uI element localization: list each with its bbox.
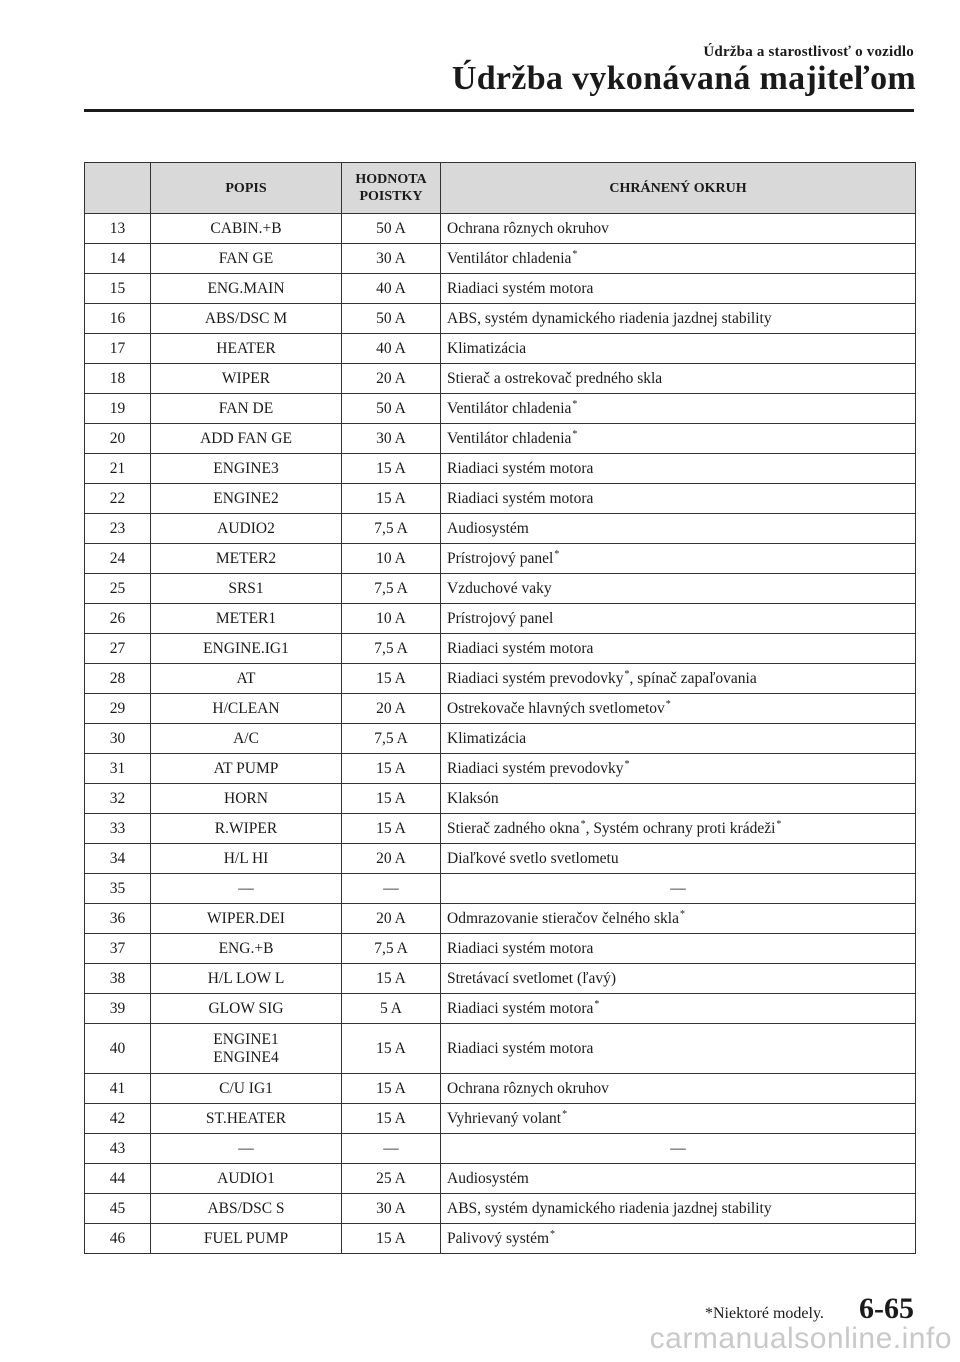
circuit-text: Riadiaci systém prevodovky bbox=[447, 669, 624, 687]
circuit-text: Riadiaci systém motora bbox=[447, 459, 594, 477]
fuse-number: 45 bbox=[85, 1194, 151, 1224]
protected-circuit bbox=[441, 844, 916, 874]
circuit-text: Riadiaci systém motora bbox=[447, 999, 594, 1017]
fuse-number: 28 bbox=[85, 664, 151, 694]
fuse-rating: 15 A bbox=[342, 964, 441, 994]
circuit-text: Klimatizácia bbox=[447, 339, 527, 357]
protected-circuit bbox=[441, 694, 916, 724]
section-subtitle: Údržba a starostlivosť o vozidlo bbox=[703, 44, 914, 60]
fuse-name: H/L LOW L bbox=[151, 964, 342, 994]
table-row bbox=[85, 724, 916, 754]
circuit-text: ABS, systém dynamického riadenia jazdnej stability bbox=[447, 309, 772, 327]
fuse-number: 17 bbox=[85, 334, 151, 364]
fuse-name: C/U IG1 bbox=[151, 1074, 342, 1104]
circuit-text: Diaľkové svetlo svetlometu bbox=[447, 849, 619, 867]
fuse-rating: 15 A bbox=[342, 1024, 441, 1074]
circuit-text: Ostrekovače hlavných svetlometov bbox=[447, 699, 665, 717]
fuse-name: WIPER.DEI bbox=[151, 904, 342, 934]
circuit-text: — bbox=[670, 879, 686, 897]
fuse-name: AT bbox=[151, 664, 342, 694]
asterisk-marker: * bbox=[594, 998, 600, 1010]
table-row bbox=[85, 1164, 916, 1194]
protected-circuit bbox=[441, 1194, 916, 1224]
fuse-name: ENGINE2 bbox=[151, 484, 342, 514]
table-row bbox=[85, 1024, 916, 1074]
table-header-row bbox=[85, 163, 916, 214]
fuse-name: SRS1 bbox=[151, 574, 342, 604]
fuse-number: 18 bbox=[85, 364, 151, 394]
circuit-text: Audiosystém bbox=[447, 1169, 529, 1187]
fuse-number: 30 bbox=[85, 724, 151, 754]
protected-circuit bbox=[441, 364, 916, 394]
col-header-fuse-rating: HODNOTA POISTKY bbox=[342, 163, 441, 214]
footnote: *Niektoré modely. bbox=[705, 1305, 824, 1322]
fuse-rating: 15 A bbox=[342, 454, 441, 484]
fuse-number: 14 bbox=[85, 244, 151, 274]
header-rule bbox=[84, 109, 914, 112]
fuse-number: 29 bbox=[85, 694, 151, 724]
fuse-table-body bbox=[85, 214, 916, 1254]
protected-circuit bbox=[441, 904, 916, 934]
table-row bbox=[85, 1194, 916, 1224]
table-row bbox=[85, 274, 916, 304]
circuit-text: Stierač zadného okna bbox=[447, 819, 580, 837]
protected-circuit bbox=[441, 664, 916, 694]
table-row bbox=[85, 514, 916, 544]
circuit-text: Ochrana rôznych okruhov bbox=[447, 1079, 609, 1097]
table-row bbox=[85, 544, 916, 574]
fuse-number: 15 bbox=[85, 274, 151, 304]
circuit-text: Riadiaci systém motora bbox=[447, 1039, 594, 1057]
fuse-name: ST.HEATER bbox=[151, 1104, 342, 1134]
fuse-name: AUDIO1 bbox=[151, 1164, 342, 1194]
asterisk-marker: * bbox=[572, 428, 578, 440]
table-row bbox=[85, 334, 916, 364]
fuse-number: 25 bbox=[85, 574, 151, 604]
fuse-number: 39 bbox=[85, 994, 151, 1024]
protected-circuit bbox=[441, 994, 916, 1024]
fuse-rating: 30 A bbox=[342, 424, 441, 454]
fuse-number: 41 bbox=[85, 1074, 151, 1104]
fuse-name: WIPER bbox=[151, 364, 342, 394]
fuse-number: 44 bbox=[85, 1164, 151, 1194]
fuse-name: AUDIO2 bbox=[151, 514, 342, 544]
circuit-text: Klimatizácia bbox=[447, 729, 527, 747]
protected-circuit bbox=[441, 244, 916, 274]
protected-circuit bbox=[441, 754, 916, 784]
fuse-rating: 15 A bbox=[342, 484, 441, 514]
circuit-text: Ventilátor chladenia bbox=[447, 429, 572, 447]
fuse-rating: 30 A bbox=[342, 1194, 441, 1224]
fuse-rating: 10 A bbox=[342, 544, 441, 574]
circuit-text: Ventilátor chladenia bbox=[447, 249, 572, 267]
protected-circuit bbox=[441, 874, 916, 904]
fuse-number: 32 bbox=[85, 784, 151, 814]
fuse-number: 16 bbox=[85, 304, 151, 334]
protected-circuit bbox=[441, 304, 916, 334]
fuse-name: ENG.+B bbox=[151, 934, 342, 964]
protected-circuit bbox=[441, 814, 916, 844]
circuit-text: Vyhrievaný volant bbox=[447, 1109, 562, 1127]
fuse-name: GLOW SIG bbox=[151, 994, 342, 1024]
fuse-rating: 7,5 A bbox=[342, 724, 441, 754]
circuit-text: Ochrana rôznych okruhov bbox=[447, 219, 609, 237]
circuit-text: Audiosystém bbox=[447, 519, 529, 537]
fuse-rating: 5 A bbox=[342, 994, 441, 1024]
fuse-name: AT PUMP bbox=[151, 754, 342, 784]
fuse-name: ABS/DSC M bbox=[151, 304, 342, 334]
watermark: carmanualsonline.info bbox=[649, 1322, 952, 1355]
fuse-rating: 50 A bbox=[342, 304, 441, 334]
table-row bbox=[85, 994, 916, 1024]
table-row bbox=[85, 574, 916, 604]
fuse-rating: 15 A bbox=[342, 1074, 441, 1104]
asterisk-marker: * bbox=[665, 698, 671, 710]
protected-circuit bbox=[441, 274, 916, 304]
table-row bbox=[85, 394, 916, 424]
circuit-text: Prístrojový panel bbox=[447, 549, 554, 567]
protected-circuit bbox=[441, 1024, 916, 1074]
fuse-rating: 40 A bbox=[342, 334, 441, 364]
fuse-number: 36 bbox=[85, 904, 151, 934]
protected-circuit bbox=[441, 454, 916, 484]
protected-circuit bbox=[441, 544, 916, 574]
table-row bbox=[85, 484, 916, 514]
fuse-rating: 15 A bbox=[342, 754, 441, 784]
table-row bbox=[85, 934, 916, 964]
circuit-text: Vzduchové vaky bbox=[447, 579, 552, 597]
fuse-rating: 15 A bbox=[342, 784, 441, 814]
circuit-text-extra: , Systém ochrany proti krádeži bbox=[585, 819, 776, 837]
page-title: Údržba vykonávaná majiteľom bbox=[451, 60, 916, 97]
fuse-rating: 20 A bbox=[342, 694, 441, 724]
fuse-number: 43 bbox=[85, 1134, 151, 1164]
fuse-rating: — bbox=[342, 1134, 441, 1164]
table-row bbox=[85, 214, 916, 244]
table-row bbox=[85, 844, 916, 874]
col-header-protected-circuit: CHRÁNENÝ OKRUH bbox=[441, 163, 916, 214]
fuse-name: FAN DE bbox=[151, 394, 342, 424]
asterisk-marker: * bbox=[624, 758, 630, 770]
fuse-number: 23 bbox=[85, 514, 151, 544]
protected-circuit bbox=[441, 1134, 916, 1164]
fuse-rating: 20 A bbox=[342, 364, 441, 394]
table-row bbox=[85, 454, 916, 484]
table-row bbox=[85, 364, 916, 394]
table-row bbox=[85, 784, 916, 814]
asterisk-marker: * bbox=[572, 248, 578, 260]
fuse-number: 19 bbox=[85, 394, 151, 424]
protected-circuit bbox=[441, 724, 916, 754]
col-header-number bbox=[85, 163, 151, 214]
fuse-rating: 50 A bbox=[342, 214, 441, 244]
fuse-name: H/CLEAN bbox=[151, 694, 342, 724]
table-row bbox=[85, 814, 916, 844]
protected-circuit bbox=[441, 634, 916, 664]
table-row bbox=[85, 1134, 916, 1164]
fuse-rating: 15 A bbox=[342, 814, 441, 844]
fuse-name: HEATER bbox=[151, 334, 342, 364]
asterisk-marker: * bbox=[624, 668, 630, 680]
asterisk-marker: * bbox=[562, 1108, 568, 1120]
fuse-rating: 15 A bbox=[342, 1224, 441, 1254]
asterisk-marker: * bbox=[679, 908, 685, 920]
fuse-name: METER2 bbox=[151, 544, 342, 574]
table-row bbox=[85, 304, 916, 334]
table-row bbox=[85, 964, 916, 994]
table-row bbox=[85, 604, 916, 634]
protected-circuit bbox=[441, 1104, 916, 1134]
protected-circuit bbox=[441, 1074, 916, 1104]
circuit-text: Riadiaci systém motora bbox=[447, 939, 594, 957]
circuit-text: Ventilátor chladenia bbox=[447, 399, 572, 417]
protected-circuit bbox=[441, 964, 916, 994]
protected-circuit bbox=[441, 334, 916, 364]
asterisk-marker: * bbox=[580, 818, 586, 830]
fuse-number: 42 bbox=[85, 1104, 151, 1134]
circuit-text: Palivový systém bbox=[447, 1229, 550, 1247]
protected-circuit bbox=[441, 484, 916, 514]
table-row bbox=[85, 634, 916, 664]
fuse-name: ADD FAN GE bbox=[151, 424, 342, 454]
protected-circuit bbox=[441, 214, 916, 244]
fuse-number: 24 bbox=[85, 544, 151, 574]
fuse-number: 46 bbox=[85, 1224, 151, 1254]
fuse-name: — bbox=[151, 1134, 342, 1164]
fuse-rating: 10 A bbox=[342, 604, 441, 634]
fuse-name: ENGINE1 ENGINE4 bbox=[151, 1024, 342, 1074]
fuse-rating: 20 A bbox=[342, 904, 441, 934]
fuse-rating: 25 A bbox=[342, 1164, 441, 1194]
fuse-number: 21 bbox=[85, 454, 151, 484]
fuse-name: — bbox=[151, 874, 342, 904]
table-row bbox=[85, 244, 916, 274]
page-number: 6-65 bbox=[859, 1292, 914, 1325]
table-row bbox=[85, 424, 916, 454]
circuit-text: Riadiaci systém motora bbox=[447, 489, 594, 507]
circuit-text: — bbox=[670, 1139, 686, 1157]
fuse-number: 26 bbox=[85, 604, 151, 634]
protected-circuit bbox=[441, 604, 916, 634]
fuse-name: ENG.MAIN bbox=[151, 274, 342, 304]
asterisk-marker: * bbox=[572, 398, 578, 410]
circuit-text: ABS, systém dynamického riadenia jazdnej stability bbox=[447, 1199, 772, 1217]
fuse-number: 20 bbox=[85, 424, 151, 454]
protected-circuit bbox=[441, 1164, 916, 1194]
asterisk-marker: * bbox=[550, 1228, 556, 1240]
circuit-text: Stierač a ostrekovač predného skla bbox=[447, 369, 663, 387]
circuit-text: Riadiaci systém motora bbox=[447, 279, 594, 297]
asterisk-marker: * bbox=[776, 818, 782, 830]
circuit-text: Riadiaci systém prevodovky bbox=[447, 759, 624, 777]
fuse-rating: 7,5 A bbox=[342, 634, 441, 664]
fuse-name: FUEL PUMP bbox=[151, 1224, 342, 1254]
circuit-text: Prístrojový panel bbox=[447, 609, 554, 627]
fuse-name: A/C bbox=[151, 724, 342, 754]
table-row bbox=[85, 1104, 916, 1134]
table-row bbox=[85, 1224, 916, 1254]
table-row bbox=[85, 904, 916, 934]
fuse-rating: 20 A bbox=[342, 844, 441, 874]
circuit-text-extra: , spínač zapaľovania bbox=[629, 669, 757, 687]
fuse-rating: 15 A bbox=[342, 664, 441, 694]
fuse-number: 13 bbox=[85, 214, 151, 244]
protected-circuit bbox=[441, 514, 916, 544]
fuse-rating: 40 A bbox=[342, 274, 441, 304]
table-row bbox=[85, 1074, 916, 1104]
fuse-rating: 7,5 A bbox=[342, 574, 441, 604]
fuse-rating: 50 A bbox=[342, 394, 441, 424]
protected-circuit bbox=[441, 424, 916, 454]
fuse-number: 35 bbox=[85, 874, 151, 904]
fuse-number: 33 bbox=[85, 814, 151, 844]
fuse-number: 37 bbox=[85, 934, 151, 964]
fuse-number: 22 bbox=[85, 484, 151, 514]
asterisk-marker: * bbox=[554, 548, 560, 560]
fuse-name: METER1 bbox=[151, 604, 342, 634]
circuit-text: Riadiaci systém motora bbox=[447, 639, 594, 657]
circuit-text: Stretávací svetlomet (ľavý) bbox=[447, 969, 616, 987]
protected-circuit bbox=[441, 1224, 916, 1254]
fuse-rating: 30 A bbox=[342, 244, 441, 274]
circuit-text: Klaksón bbox=[447, 789, 499, 807]
fuse-name: HORN bbox=[151, 784, 342, 814]
fuse-name: FAN GE bbox=[151, 244, 342, 274]
fuse-number: 27 bbox=[85, 634, 151, 664]
fuse-rating: 7,5 A bbox=[342, 934, 441, 964]
protected-circuit bbox=[441, 934, 916, 964]
circuit-text: Odmrazovanie stieračov čelného skla bbox=[447, 909, 679, 927]
fuse-rating: 15 A bbox=[342, 1104, 441, 1134]
table-row bbox=[85, 664, 916, 694]
fuse-name: CABIN.+B bbox=[151, 214, 342, 244]
protected-circuit bbox=[441, 784, 916, 814]
fuse-rating: — bbox=[342, 874, 441, 904]
fuse-name: ENGINE.IG1 bbox=[151, 634, 342, 664]
table-row bbox=[85, 874, 916, 904]
fuse-name: ENGINE3 bbox=[151, 454, 342, 484]
fuse-table bbox=[84, 162, 916, 1254]
table-row bbox=[85, 754, 916, 784]
protected-circuit bbox=[441, 574, 916, 604]
fuse-rating: 7,5 A bbox=[342, 514, 441, 544]
col-header-description: POPIS bbox=[151, 163, 342, 214]
fuse-name: R.WIPER bbox=[151, 814, 342, 844]
table-row bbox=[85, 694, 916, 724]
fuse-number: 34 bbox=[85, 844, 151, 874]
fuse-number: 38 bbox=[85, 964, 151, 994]
fuse-number: 40 bbox=[85, 1024, 151, 1074]
fuse-number: 31 bbox=[85, 754, 151, 784]
protected-circuit bbox=[441, 394, 916, 424]
fuse-name: H/L HI bbox=[151, 844, 342, 874]
fuse-name: ABS/DSC S bbox=[151, 1194, 342, 1224]
